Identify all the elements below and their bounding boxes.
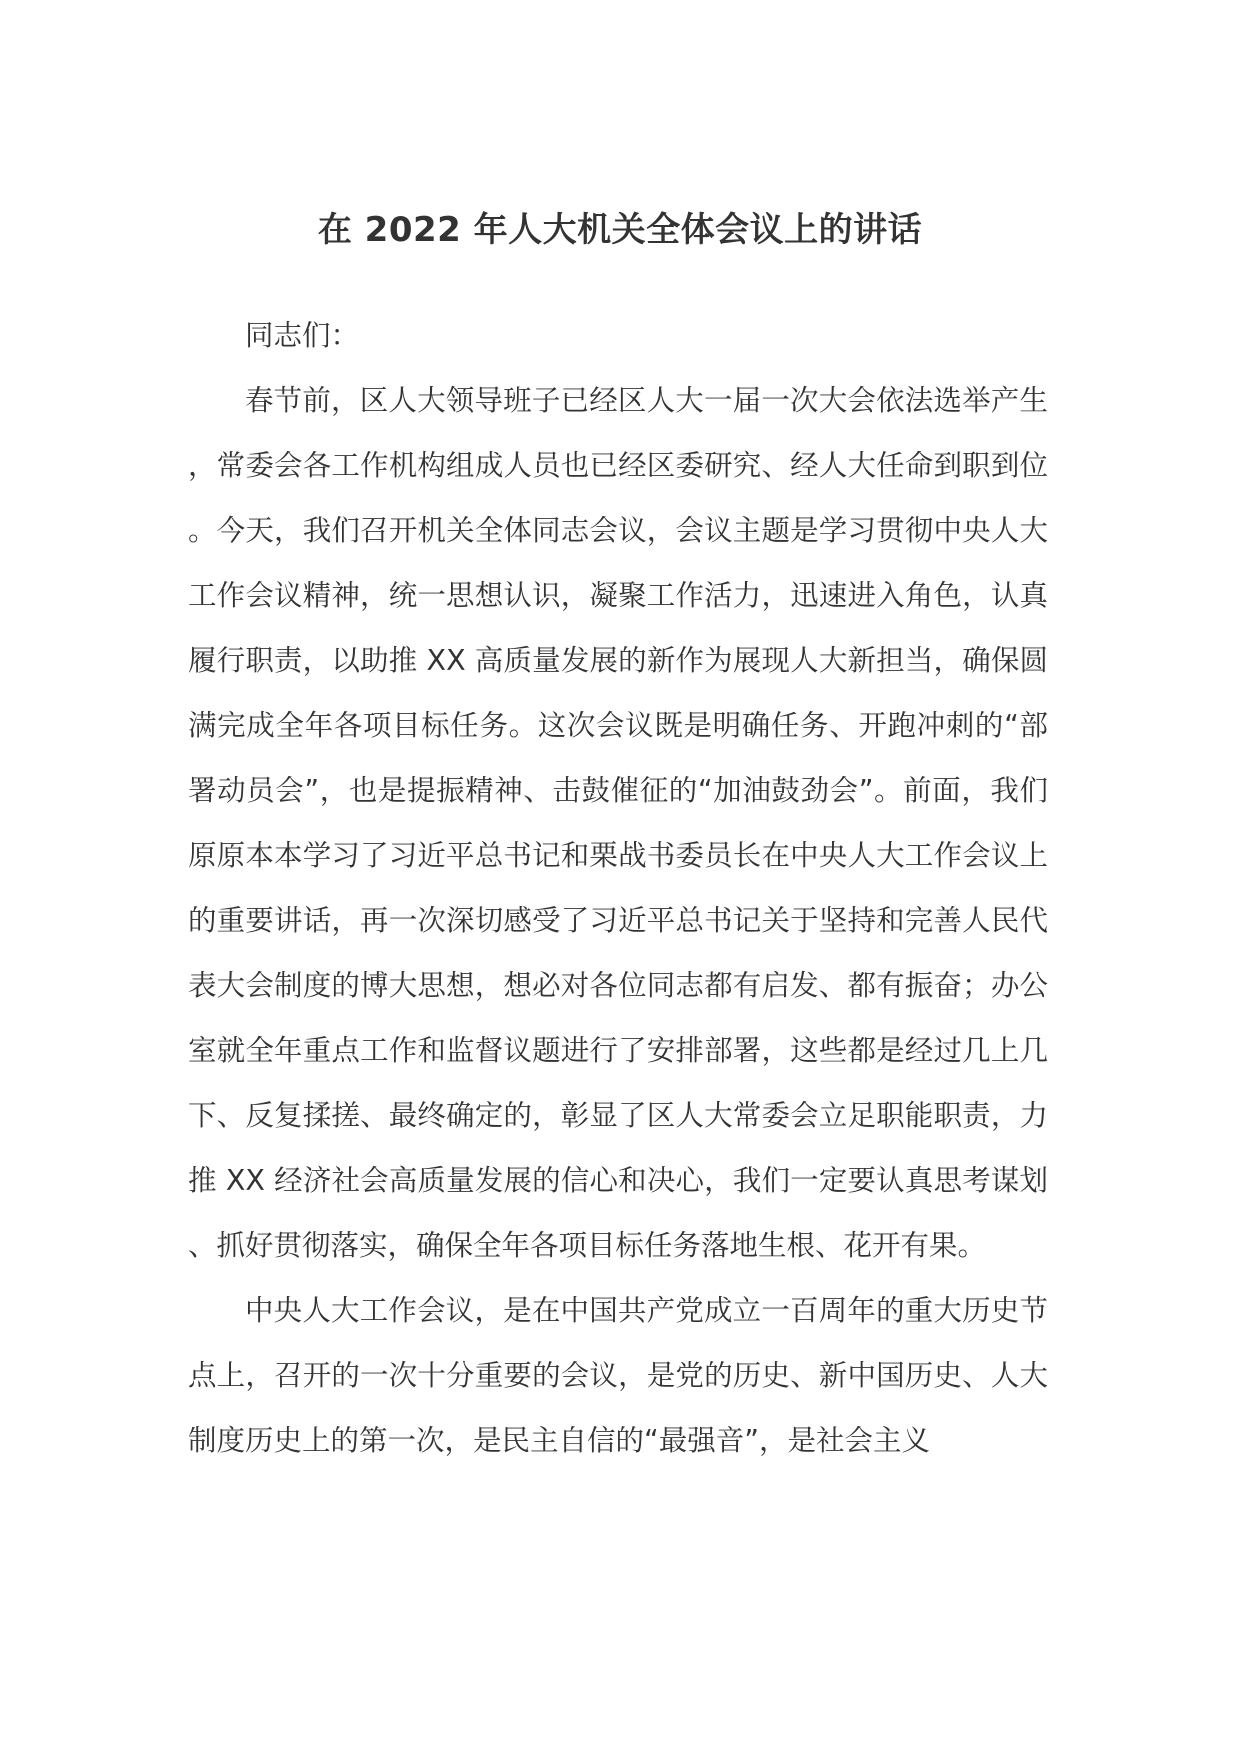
document-title: 在 2022 年人大机关全体会议上的讲话 (317, 210, 923, 250)
document-body (188, 303, 1048, 1473)
salutation: 同志们： (245, 319, 360, 352)
paragraph: 春节前，区人大领导班子已经区人大一届一次大会依法选举产生，常委会各工作机构组成人员也已经区委研究、经人大任命到职到位。今天，我们召开机关全体同志会议，会议主题是学习贯彻中央人大工作会议精神，统一思想认识，凝聚工作活力，迅速进入角色，认真履行职责，以助推 XX 高质量发展的新作为展现人大新担当，确保圆满完成全年各项目标任务。这次会议既是明确任务、开跑冲刺的“部署动员会”，也是提振精神、击鼓催征的“加油鼓劲会”。前面，我们原原本本学习了习近平总书记和栗战书委员长在中央人大工作会议上的重要讲话，再一次深切感受了习近平总书记关于坚持和完善人民代表大会制度的博大思想，想必对各位同志都有启发、都有振奋；办公室就全年重点工作和监督议题进行了安排部署，这些都是经过几上几下、反复揉搓、最终确定的，彰显了区人大常委会立足职能职责，力推 XX 经济社会高质量发展的信心和决心，我们一定要认真思考谋划、抓好贯彻落实，确保全年各项目标任务落地生根、花开有果。 (188, 384, 1048, 1262)
paragraph: 中央人大工作会议，是在中国共产党成立一百周年的重大历史节点上，召开的一次十分重要的会议，是党的历史、新中国历史、人大制度历史上的第一次，是民主自信的“最强音”，是社会主义 (188, 1294, 1048, 1457)
